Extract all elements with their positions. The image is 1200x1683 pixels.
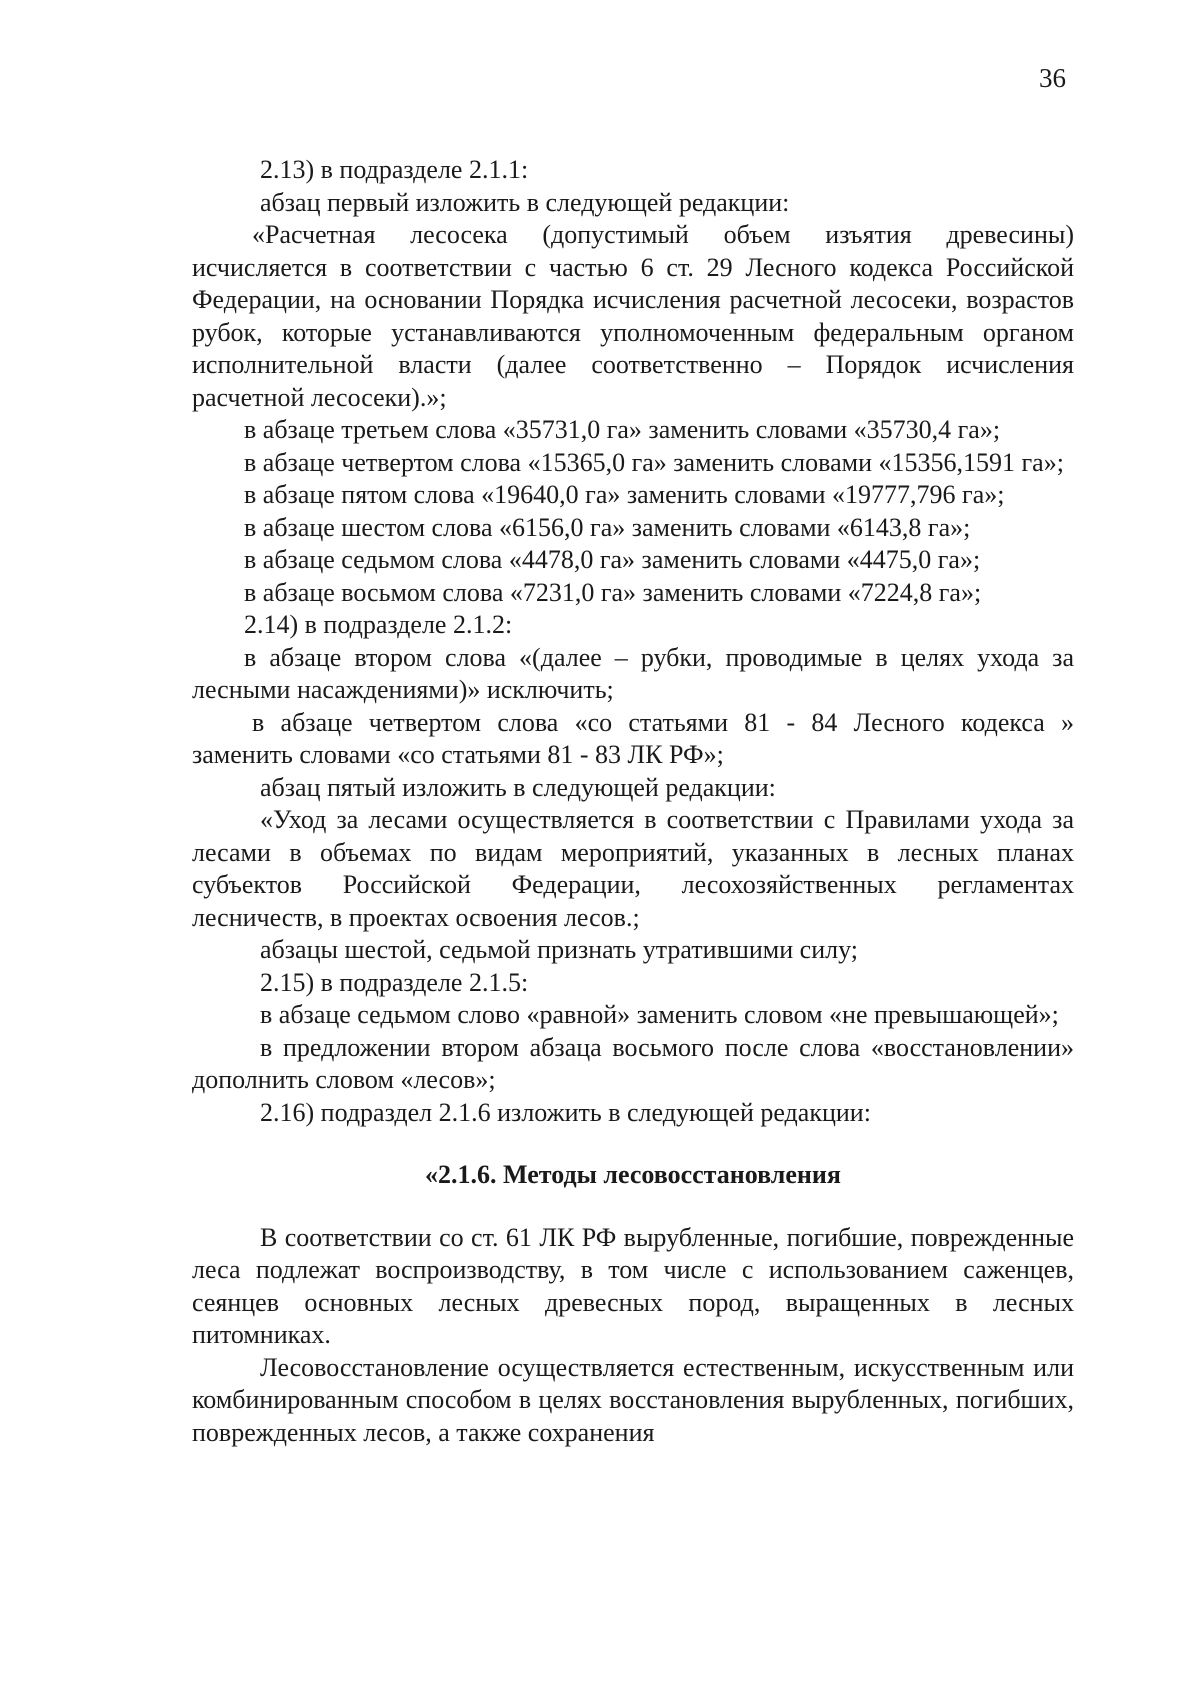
paragraphs-after bbox=[192, 1222, 1074, 1450]
paragraphs-before bbox=[192, 154, 1074, 1129]
paragraph: 2.14) в подразделе 2.1.2: bbox=[244, 610, 513, 639]
paragraph: абзац пятый изложить в следующей редакции: bbox=[260, 772, 776, 802]
paragraph: в абзаце пятом слова «19640,0 га» заменить словами «19777,796 га»; bbox=[244, 480, 1005, 509]
paragraph: в абзаце втором слова «(далее – рубки, проводимые в целях ухода за лесными насаждениями)» исключить; bbox=[192, 642, 1074, 704]
paragraph: «Уход за лесами осуществляется в соответствии с Правилами ухода за лесами в объемах по видам мероприятий, указанных в лесных планах субъектов Российской Федерации, лесохозяйственных регламентах лесничеств, в проектах освоения лесов.; bbox=[192, 805, 1074, 932]
paragraph: В соответствии со ст. 61 ЛК РФ вырубленные, погибшие, поврежденные леса подлежат воспроизводству, в том числе с использованием саженцев, сеянцев основных лесных древесных пород, выращенных в лесных питомниках. bbox=[192, 1222, 1074, 1349]
paragraph: в абзаце третьем слова «35731,0 га» заменить словами «35730,4 га»; bbox=[244, 415, 1001, 444]
paragraph: 2.15) в подразделе 2.1.5: bbox=[260, 967, 529, 997]
page-number: 36 bbox=[1039, 63, 1066, 93]
paragraph: абзацы шестой, седьмой признать утратившими силу; bbox=[260, 935, 858, 964]
section-heading: «2.1.6. Методы лесовосстановления bbox=[425, 1160, 841, 1189]
paragraph: 2.13) в подразделе 2.1.1: bbox=[260, 155, 529, 184]
document-body bbox=[192, 154, 1074, 1449]
paragraph: в абзаце седьмом слова «4478,0 га» заменить словами «4475,0 га»; bbox=[244, 545, 981, 574]
paragraph: Лесовосстановление осуществляется естественным, искусственным или комбинированным способом в целях восстановления вырубленных, погибших, поврежденных лесов, а также сохранения bbox=[192, 1352, 1074, 1447]
paragraph: в абзаце восьмом слова «7231,0 га» заменить словами «7224,8 га»; bbox=[244, 577, 982, 607]
paragraph: в абзаце седьмом слово «равной» заменить словом «не превышающей»; bbox=[260, 1000, 1059, 1029]
paragraph: в предложении втором абзаца восьмого после слова «восстановлении» дополнить словом «лесов»; bbox=[192, 1032, 1074, 1094]
paragraph: в абзаце четвертом слова «со статьями 81 - 84 Лесного кодекса » заменить словами «со статьями 81 - 83 ЛК РФ»; bbox=[192, 707, 1074, 769]
paragraph: 2.16) подраздел 2.1.6 изложить в следующей редакции: bbox=[260, 1097, 871, 1127]
paragraph: в абзаце четвертом слова «15365,0 га» заменить словами «15356,1591 га»; bbox=[244, 447, 1064, 477]
paragraph: «Расчетная лесосека (допустимый объем изъятия древесины) исчисляется в соответствии с частью 6 ст. 29 Лесного кодекса Российской Федерации, на основании Порядка исчисления расчетной лесосеки, возрастов рубок, которые устанавливаются уполномоченным федеральным органом исполнительной власти (далее соответственно – Порядок исчисления расчетной лесосеки).»; bbox=[192, 220, 1074, 412]
paragraph: абзац первый изложить в следующей редакции: bbox=[260, 187, 790, 217]
paragraph: в абзаце шестом слова «6156,0 га» заменить словами «6143,8 га»; bbox=[244, 512, 971, 542]
